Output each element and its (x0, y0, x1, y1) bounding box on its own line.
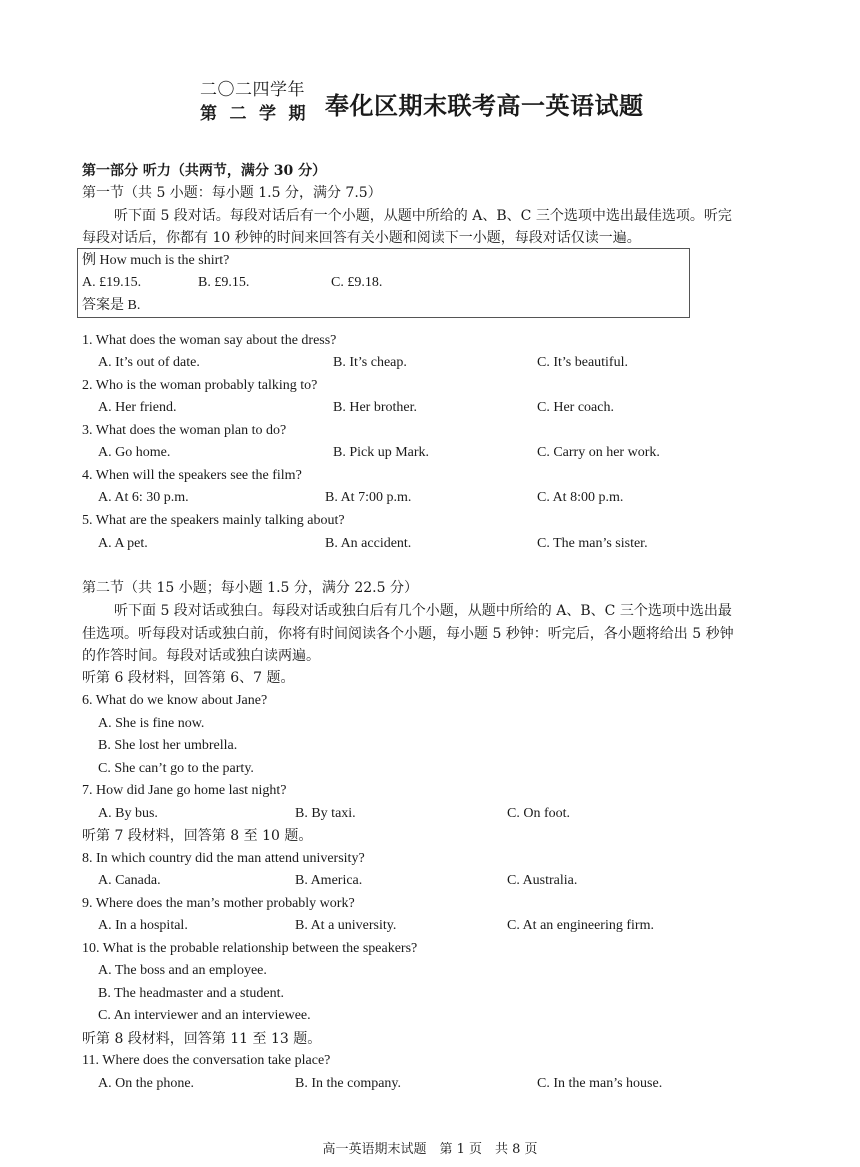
q8-option-a: A. Canada. (98, 873, 161, 888)
page-footer: 高一英语期末试题 第 1 页 共 8 页 (322, 1142, 538, 1157)
example-option-b: B. £9.15. (198, 275, 250, 290)
question-4: 4. When will the speakers see the film? (82, 468, 302, 483)
section1-instructions-line2: 每段对话后，你都有 10 秒钟的时间来回答有关小题和阅读下一小题，每段对话仅读一遍。 (82, 230, 641, 246)
q5-option-a: A. A pet. (98, 536, 148, 551)
question-6: 6. What do we know about Jane? (82, 693, 268, 708)
q10-option-c: C. An interviewer and an interviewee. (98, 1008, 311, 1023)
q2-option-a: A. Her friend. (98, 400, 177, 415)
q6-option-c: C. She can’t go to the party. (98, 761, 254, 776)
question-7: 7. How did Jane go home last night? (82, 783, 287, 798)
section1-heading: 第一节（共 5 小题：每小题 1.5 分，满分 7.5） (82, 185, 382, 201)
q10-option-b: B. The headmaster and a student. (98, 986, 284, 1001)
question-8: 8. In which country did the man attend university? (82, 851, 365, 866)
q4-option-b: B. At 7:00 p.m. (325, 490, 412, 505)
q4-option-a: A. At 6: 30 p.m. (98, 490, 189, 505)
q1-option-a: A. It’s out of date. (98, 355, 200, 370)
question-5: 5. What are the speakers mainly talking about? (82, 513, 345, 528)
question-9: 9. Where does the man’s mother probably work? (82, 896, 355, 911)
q6-option-b: B. She lost her umbrella. (98, 738, 238, 753)
q7-option-a: A. By bus. (98, 806, 158, 821)
title-year: 二〇二四学年 (200, 80, 305, 100)
q7-option-b: B. By taxi. (295, 806, 356, 821)
q5-option-c: C. The man’s sister. (537, 536, 648, 551)
q2-option-c: C. Her coach. (537, 400, 614, 415)
title-main: 奉化区期末联考高一英语试题 (325, 92, 644, 120)
example-question: 例 How much is the shirt? (82, 253, 230, 268)
example-option-a: A. £19.15. (82, 275, 142, 290)
title-semester: 第二学期 (200, 104, 318, 124)
q8-option-c: C. Australia. (507, 873, 578, 888)
material-7-note: 听第 7 段材料，回答第 8 至 10 题。 (82, 828, 313, 844)
q1-option-c: C. It’s beautiful. (537, 355, 628, 370)
section2-heading: 第二节（共 15 小题；每小题 1.5 分，满分 22.5 分） (82, 580, 418, 596)
material-8-note: 听第 8 段材料，回答第 11 至 13 题。 (82, 1031, 322, 1047)
question-3: 3. What does the woman plan to do? (82, 423, 287, 438)
q6-option-a: A. She is fine now. (98, 716, 205, 731)
example-option-c: C. £9.18. (331, 275, 383, 290)
question-11: 11. Where does the conversation take place? (82, 1053, 331, 1068)
q9-option-b: B. At a university. (295, 918, 397, 933)
q8-option-b: B. America. (295, 873, 363, 888)
q10-option-a: A. The boss and an employee. (98, 963, 267, 978)
q5-option-b: B. An accident. (325, 536, 412, 551)
q4-option-c: C. At 8:00 p.m. (537, 490, 624, 505)
material-6-note: 听第 6 段材料，回答第 6、7 题。 (82, 670, 295, 686)
q9-option-c: C. At an engineering firm. (507, 918, 654, 933)
section2-instructions-line3: 的作答时间。每段对话或独白读两遍。 (82, 648, 320, 664)
q3-option-b: B. Pick up Mark. (333, 445, 430, 460)
section2-instructions-line1: 听下面 5 段对话或独白。每段对话或独白后有几个小题，从题中所给的 A、B、C 三个选项中选出最 (114, 603, 732, 619)
section1-instructions-line1: 听下面 5 段对话。每段对话后有一个小题，从题中所给的 A、B、C 三个选项中选出最佳选项。听完 (114, 208, 732, 224)
question-10: 10. What is the probable relationship between the speakers? (82, 941, 418, 956)
title-term (200, 78, 322, 126)
question-1: 1. What does the woman say about the dress? (82, 333, 337, 348)
example-answer: 答案是 B. (82, 298, 141, 313)
q3-option-a: A. Go home. (98, 445, 171, 460)
q11-option-a: A. On the phone. (98, 1076, 195, 1091)
q11-option-c: C. In the man’s house. (537, 1076, 663, 1091)
q2-option-b: B. Her brother. (333, 400, 417, 415)
q9-option-a: A. In a hospital. (98, 918, 188, 933)
q3-option-c: C. Carry on her work. (537, 445, 660, 460)
q11-option-b: B. In the company. (295, 1076, 402, 1091)
question-2: 2. Who is the woman probably talking to? (82, 378, 318, 393)
part1-heading: 第一部分 听力（共两节，满分 30 分） (82, 163, 327, 179)
q7-option-c: C. On foot. (507, 806, 570, 821)
q1-option-b: B. It’s cheap. (333, 355, 407, 370)
section2-instructions-line2: 佳选项。听每段对话或独白前，你将有时间阅读各个小题，每小题 5 秒钟：听完后，各小题将给出 5 秒钟 (82, 626, 734, 642)
